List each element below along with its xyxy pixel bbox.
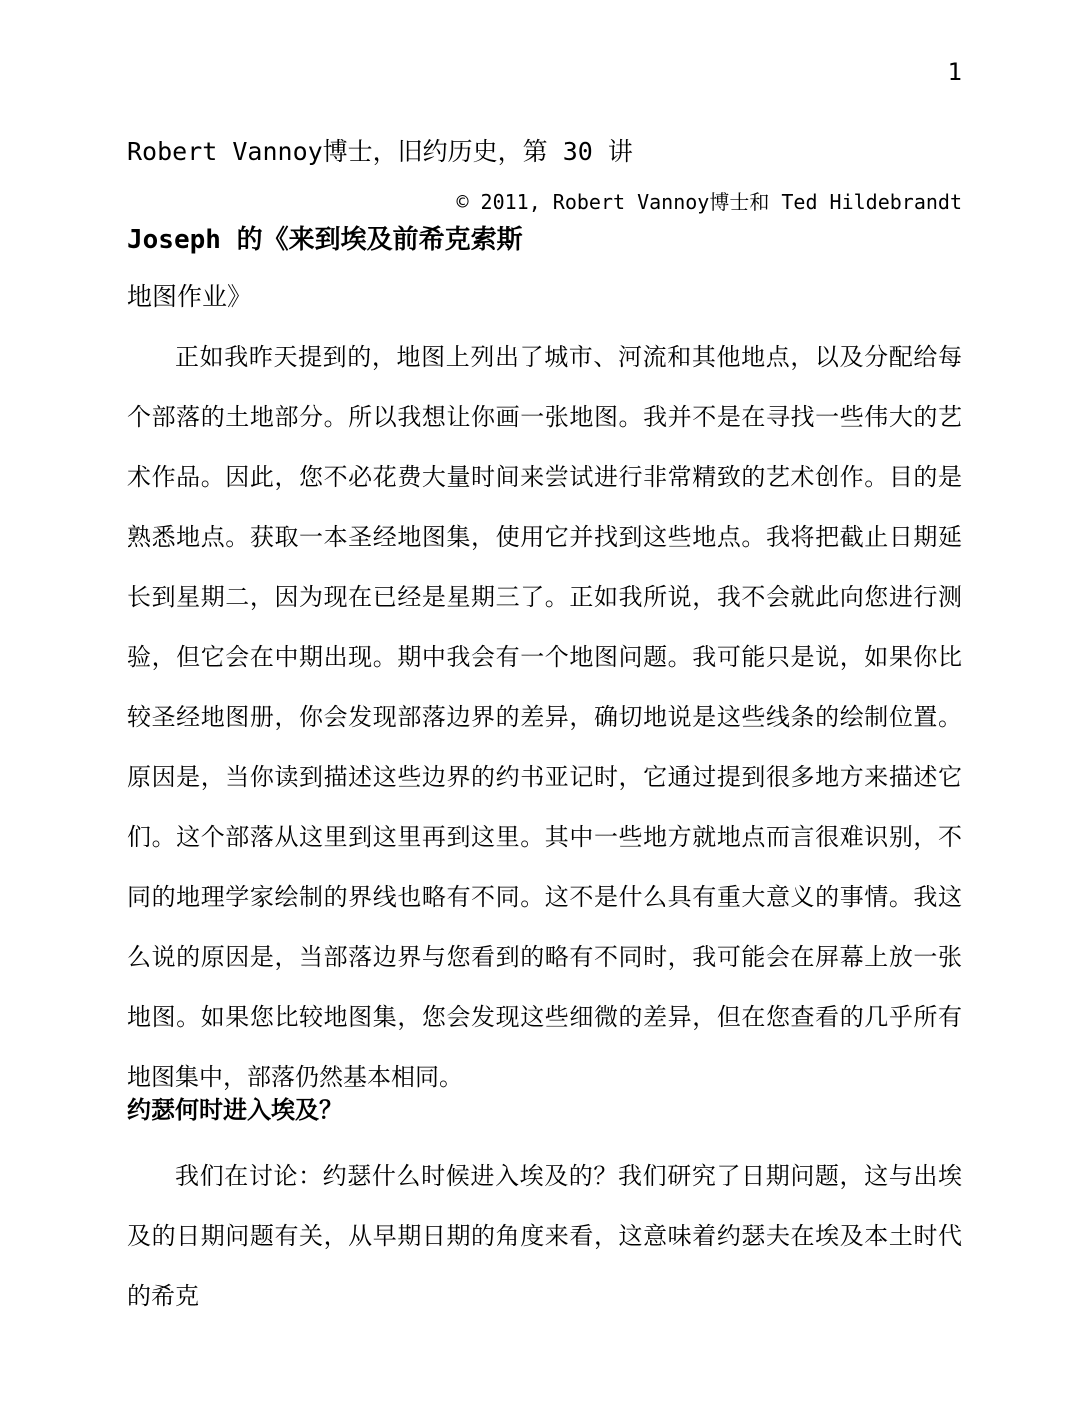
- document-title-line2: 地图作业》: [127, 282, 253, 311]
- paragraph-joseph-entry-date: 我们在讨论：约瑟什么时候进入埃及的？我们研究了日期问题，这与出埃及的日期问题有关，从早期日期的角度来看，这意味着约瑟夫在埃及本土时代的希克: [127, 1162, 962, 1310]
- lecture-header: Robert Vannoy博士，旧约历史，第 30 讲: [127, 137, 633, 166]
- document-title-line1: Joseph 的《来到埃及前希克索斯: [127, 225, 523, 255]
- section-heading-joseph-egypt: 约瑟何时进入埃及？: [127, 1096, 343, 1124]
- page-number: 1: [947, 58, 962, 86]
- copyright-line: © 2011, Robert Vannoy博士和 Ted Hildebrandt: [456, 190, 962, 214]
- paragraph-map-assignment: 正如我昨天提到的，地图上列出了城市、河流和其他地点，以及分配给每个部落的土地部分。所以我想让你画一张地图。我并不是在寻找一些伟大的艺术作品。因此，您不必花费大量时间来尝试进行非常精致的艺术创作。目的是熟悉地点。获取一本圣经地图集，使用它并找到这些地点。我将把截止日期延长到星期二，因为现在已经是星期三了。正如我所说，我不会就此向您进行测验，但它会在中期出现。期中我会有一个地图问题。我可能只是说，如果你比较圣经地图册，你会发现部落边界的差异，确切地说是这些线条的绘制位置。原因是，当你读到描述这些边界的约书亚记时，它通过提到很多地方来描述它们。这个部落从这里到这里再到这里。其中一些地方就地点而言很难识别，不同的地理学家绘制的界线也略有不同。这不是什么具有重大意义的事情。我这么说的原因是，当部落边界与您看到的略有不同时，我可能会在屏幕上放一张地图。如果您比较地图集，您会发现这些细微的差异，但在您查看的几乎所有地图集中，部落仍然基本相同。: [127, 343, 962, 1091]
